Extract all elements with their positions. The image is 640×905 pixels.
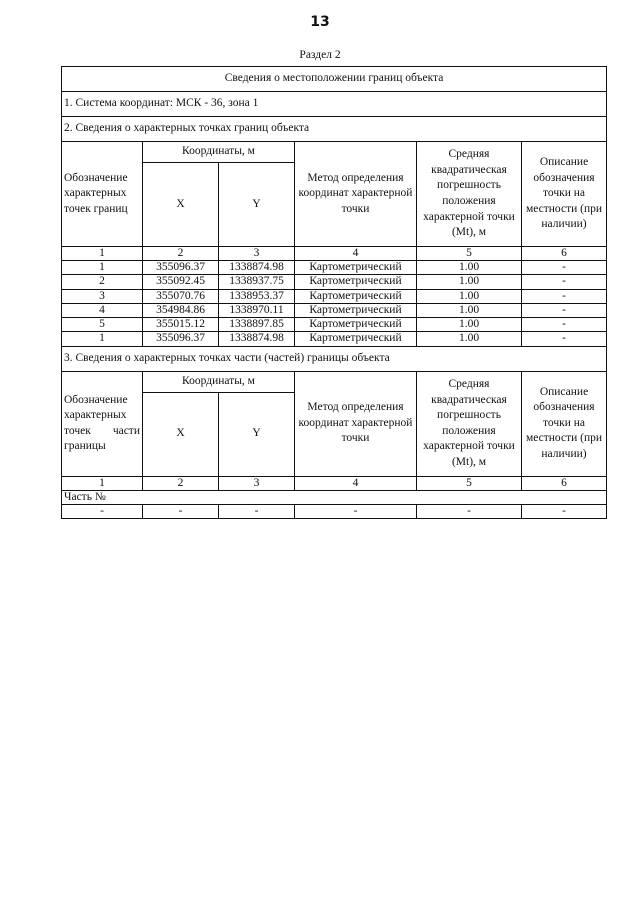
header-part-line: характерных xyxy=(64,409,127,422)
col-number: 1 xyxy=(62,476,143,490)
point-desc: - xyxy=(522,289,607,303)
point-y: 1338897.85 xyxy=(219,318,295,332)
table-row xyxy=(62,318,607,332)
header-part-word: точек xyxy=(64,424,91,437)
col-number: 2 xyxy=(143,247,219,261)
part-cell: - xyxy=(417,504,522,518)
part-cell: - xyxy=(143,504,219,518)
point-error: 1.00 xyxy=(417,303,522,317)
col-number: 2 xyxy=(143,476,219,490)
col-number: 6 xyxy=(522,247,607,261)
point-y: 1338874.98 xyxy=(219,332,295,346)
col-number: 6 xyxy=(522,476,607,490)
point-method: Картометрический xyxy=(295,289,417,303)
header-part-word: части xyxy=(112,424,140,437)
point-x: 355096.37 xyxy=(143,261,219,275)
header-coordinates: Координаты, м xyxy=(143,371,295,392)
point-desc: - xyxy=(522,275,607,289)
col-number: 3 xyxy=(219,476,295,490)
column-number-row xyxy=(62,476,607,490)
col-number: 5 xyxy=(417,476,522,490)
table-row xyxy=(62,303,607,317)
part-label-row: Часть № xyxy=(62,490,607,504)
section-label: Раздел 2 xyxy=(299,49,341,61)
col-number: 4 xyxy=(295,247,417,261)
point-id: 1 xyxy=(62,332,143,346)
column-number-row xyxy=(62,247,607,261)
col-number: 4 xyxy=(295,476,417,490)
header-method: Метод определения координат характерной точки xyxy=(295,142,417,247)
point-method: Картометрический xyxy=(295,303,417,317)
coord-system-row: 1. Система координат: МСК - 36, зона 1 xyxy=(62,92,607,117)
header-part-designation xyxy=(62,371,143,476)
header-x: X xyxy=(143,163,219,247)
header-method: Метод определения координат характерной точки xyxy=(295,371,417,476)
part-cell: - xyxy=(219,504,295,518)
header-description: Описание обозначения точки на местности (при наличии) xyxy=(522,371,607,476)
header-part-line: Обозначение xyxy=(64,393,128,406)
header-y: Y xyxy=(219,163,295,247)
point-y: 1338874.98 xyxy=(219,261,295,275)
point-error: 1.00 xyxy=(417,261,522,275)
point-desc: - xyxy=(522,318,607,332)
point-method: Картометрический xyxy=(295,318,417,332)
table-title: Сведения о местоположении границ объекта xyxy=(62,67,607,92)
point-error: 1.00 xyxy=(417,275,522,289)
page-number: 13 xyxy=(310,14,330,30)
header-description: Описание обозначения точки на местности (при наличии) xyxy=(522,142,607,247)
table-row xyxy=(62,275,607,289)
boundary-table xyxy=(61,66,607,519)
header-part-line: границы xyxy=(64,440,106,453)
col-number: 1 xyxy=(62,247,143,261)
col-number: 3 xyxy=(219,247,295,261)
table-row xyxy=(62,332,607,346)
point-y: 1338953.37 xyxy=(219,289,295,303)
point-method: Картометрический xyxy=(295,275,417,289)
part-cell: - xyxy=(62,504,143,518)
point-error: 1.00 xyxy=(417,332,522,346)
section3-title: 3. Сведения о характерных точках части (частей) границы объекта xyxy=(62,346,607,371)
point-error: 1.00 xyxy=(417,318,522,332)
point-y: 1338970.11 xyxy=(219,303,295,317)
table-row xyxy=(62,289,607,303)
point-x: 355070.76 xyxy=(143,289,219,303)
point-desc: - xyxy=(522,332,607,346)
table-row xyxy=(62,261,607,275)
header-coordinates: Координаты, м xyxy=(143,142,295,163)
point-method: Картометрический xyxy=(295,261,417,275)
point-x: 355092.45 xyxy=(143,275,219,289)
point-id: 1 xyxy=(62,261,143,275)
point-id: 3 xyxy=(62,289,143,303)
header-part-line xyxy=(64,424,140,440)
part-cell: - xyxy=(522,504,607,518)
point-id: 5 xyxy=(62,318,143,332)
col-number: 5 xyxy=(417,247,522,261)
header-x: X xyxy=(143,392,219,476)
point-id: 4 xyxy=(62,303,143,317)
header-error: Средняя квадратическая погрешность положения характерной точки (Mt), м xyxy=(417,142,522,247)
point-desc: - xyxy=(522,261,607,275)
point-desc: - xyxy=(522,303,607,317)
point-x: 354984.86 xyxy=(143,303,219,317)
table-row xyxy=(62,504,607,518)
point-method: Картометрический xyxy=(295,332,417,346)
part-cell: - xyxy=(295,504,417,518)
header-y: Y xyxy=(219,392,295,476)
point-x: 355015.12 xyxy=(143,318,219,332)
header-error: Средняя квадратическая погрешность положения характерной точки (Mt), м xyxy=(417,371,522,476)
section2-title: 2. Сведения о характерных точках границ объекта xyxy=(62,117,607,142)
point-x: 355096.37 xyxy=(143,332,219,346)
point-error: 1.00 xyxy=(417,289,522,303)
point-y: 1338937.75 xyxy=(219,275,295,289)
header-designation: Обозначение характерных точек границ xyxy=(62,142,143,247)
point-id: 2 xyxy=(62,275,143,289)
